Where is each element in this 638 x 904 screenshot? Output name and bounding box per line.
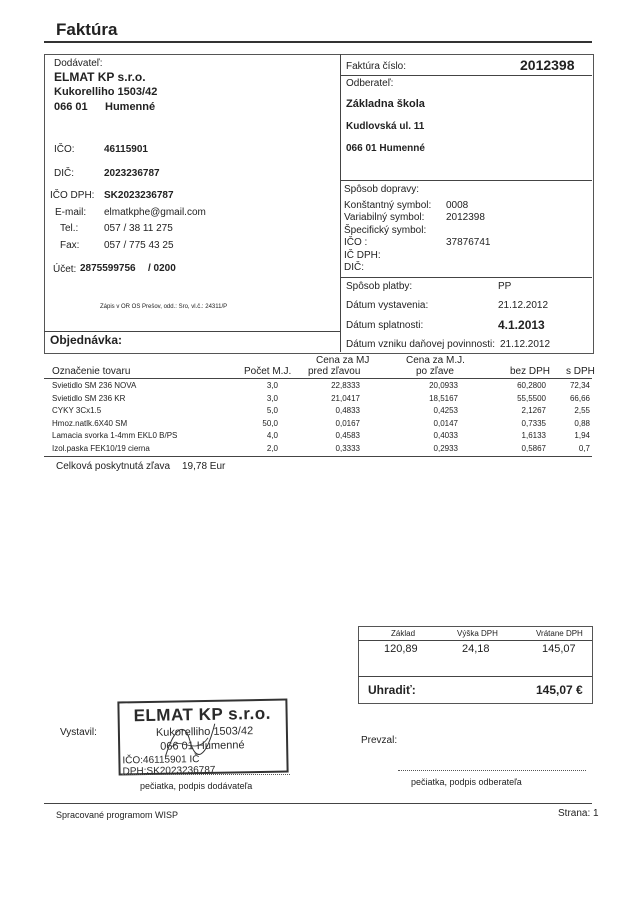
cell-price-before: 0,4833 [335, 406, 360, 415]
invoice-number: 2012398 [520, 57, 575, 73]
cell-gross: 0,88 [574, 418, 590, 428]
cell-price-after: 0,4253 [433, 406, 458, 415]
cell-gross: 0,7 [578, 443, 590, 453]
pay-value: 145,07 € [536, 683, 583, 697]
due-date-label: Dátum splatnosti: [346, 320, 424, 331]
col-header-price2-a: Cena za M.J. [406, 355, 465, 366]
transport-label: Spôsob dopravy: [344, 184, 420, 195]
cell-price-before: 22,8333 [331, 381, 360, 390]
title-rule [44, 41, 592, 43]
signature-scribble [160, 716, 221, 767]
cell-qty: 4,0 [266, 431, 278, 440]
customer-street: Kudlovská ul. 11 [346, 121, 425, 132]
supplier-ico-label: IČO: [54, 144, 75, 155]
cell-name: Hmoz.natlk.6X40 SM [52, 418, 128, 428]
total-label: Vrátane DPH [536, 629, 583, 638]
col-header-gross: s DPH [566, 366, 595, 377]
footer-program: Spracované programom WISP [56, 810, 179, 820]
stamp-street: Kukorelliho 1503/42 [155, 725, 254, 739]
supplier-account-label: Účet: [53, 264, 77, 275]
table-bottom-rule [44, 456, 592, 457]
stamp-name: ELMAT KP s.r.o. [133, 703, 271, 726]
supplier-label: Dodávateľ: [54, 58, 103, 69]
supplier-account: 2875599756 [80, 263, 136, 274]
cell-qty: 2,0 [266, 443, 278, 453]
supplier-signature-caption: pečiatka, podpis dodávateľa [140, 781, 253, 791]
cell-name: Svietidlo SM 236 KR [52, 393, 126, 403]
register-note: Zápis v OR OS Prešov, odd.: Sro, vl.č.: 24311/P [100, 304, 228, 310]
supplier-ico: 46115901 [104, 144, 148, 155]
var-symbol-label: Variabilný symbol: [344, 212, 425, 223]
base-value: 120,89 [384, 643, 418, 655]
supplier-tel-label: Tel.: [60, 223, 79, 234]
supplier-city: Humenné [105, 101, 156, 113]
cell-price-before: 21,0417 [331, 393, 360, 403]
customer-icdph-label: IČ DPH: [344, 250, 381, 261]
cell-gross: 66,66 [569, 393, 590, 403]
col-header-price1-a: Cena za MJ [316, 355, 370, 366]
cell-qty: 5,0 [266, 406, 278, 415]
col-header-net: bez DPH [510, 366, 551, 377]
due-date: 4.1.2013 [498, 318, 545, 332]
discount-label: Celková poskytnutá zľava [56, 461, 171, 472]
vat-label: Výška DPH [457, 629, 498, 638]
supplier-email: elmatkphe@gmail.com [104, 207, 206, 218]
customer-ico: 37876741 [446, 237, 491, 248]
customer-city: 066 01 Humenné [346, 143, 425, 154]
issued-date-label: Dátum vystavenia: [346, 300, 429, 311]
base-label: Základ [391, 629, 416, 638]
cell-price-after: 0,2933 [433, 443, 458, 453]
tax-date: 21.12.2012 [500, 339, 551, 350]
cell-net: 60,2800 [517, 381, 546, 390]
cell-net: 2,1267 [521, 406, 546, 415]
cell-price-before: 0,4583 [335, 431, 360, 440]
cell-price-after: 0,4033 [433, 431, 458, 440]
discount-value: 19,78 Eur [182, 461, 226, 472]
cell-price-after: 0,0147 [433, 418, 458, 428]
payment-method: PP [498, 281, 512, 292]
supplier-icdph: SK2023236787 [104, 190, 174, 201]
customer-signature-caption: pečiatka, podpis odberateľa [411, 777, 522, 787]
total-value: 145,07 [542, 643, 576, 655]
var-symbol: 2012398 [446, 212, 485, 223]
supplier-street: Kukorelliho 1503/42 [54, 86, 158, 98]
invoice-number-label: Faktúra číslo: [346, 61, 407, 72]
cell-gross: 2,55 [574, 406, 590, 415]
cell-gross: 72,34 [569, 381, 590, 390]
header-divider [340, 54, 341, 352]
supplier-fax-label: Fax: [60, 240, 80, 251]
col-header-price1-b: pred zľavou [308, 366, 361, 377]
supplier-zip: 066 01 [54, 101, 88, 113]
issued-date: 21.12.2012 [498, 300, 549, 311]
pay-label: Uhradiť: [368, 683, 416, 697]
table-header-rule [44, 378, 592, 379]
col-header-qty: Počet M.J. [244, 366, 292, 377]
cell-net: 0,5867 [521, 443, 546, 453]
page-title: Faktúra [56, 20, 118, 39]
cell-name: Lamacia svorka 1-4mm EKL0 B/PS [52, 431, 178, 440]
col-header-price2-b: po zľave [416, 366, 454, 377]
supplier-dic: 2023236787 [104, 168, 160, 179]
stamp-city: 066 01 Humenné [160, 739, 245, 753]
cell-qty: 50,0 [262, 418, 278, 428]
cell-net: 55,5500 [517, 393, 546, 403]
cell-qty: 3,0 [266, 393, 278, 403]
supplier-email-label: E-mail: [55, 207, 87, 218]
stamp-ids: IČO:46115901 IČ DPH:SK2023236787 [122, 754, 216, 778]
cell-price-after: 18,5167 [429, 393, 458, 403]
supplier-name: ELMAT KP s.r.o. [54, 70, 146, 84]
order-label: Objednávka: [50, 333, 123, 347]
cell-name: Izol.paska FEK10/19 cierna [52, 443, 150, 453]
customer-ico-label: IČO : [344, 237, 368, 248]
received-by-label: Prevzal: [361, 735, 398, 746]
tax-date-label: Dátum vzniku daňovej povinnosti: [346, 339, 495, 350]
cell-name: CYKY 3Cx1.5 [52, 406, 102, 415]
col-header-name: Označenie tovaru [52, 366, 131, 377]
cell-name: Svietidlo SM 236 NOVA [52, 381, 137, 390]
footer-rule [44, 803, 592, 804]
cell-net: 0,7335 [521, 418, 546, 428]
cell-price-before: 0,3333 [335, 443, 360, 453]
const-symbol: 0008 [446, 200, 469, 211]
customer-label: Odberateľ: [346, 78, 394, 89]
cell-qty: 3,0 [266, 381, 278, 390]
payment-label: Spôsob platby: [346, 281, 413, 292]
supplier-tel: 057 / 38 11 275 [104, 223, 173, 234]
supplier-bank-code: / 0200 [148, 263, 176, 274]
const-symbol-label: Konštantný symbol: [344, 200, 432, 211]
cell-price-after: 20,0933 [429, 381, 458, 390]
vat-value: 24,18 [462, 643, 490, 655]
customer-name: Základna škola [346, 98, 425, 110]
company-stamp [117, 699, 288, 776]
supplier-icdph-label: IČO DPH: [50, 190, 95, 201]
spec-symbol-label: Špecifický symbol: [344, 225, 427, 236]
supplier-fax: 057 / 775 43 25 [104, 240, 174, 251]
footer-page: Strana: 1 [558, 808, 599, 819]
supplier-dic-label: DIČ: [54, 168, 74, 179]
cell-price-before: 0,0167 [335, 418, 360, 428]
customer-dic-label: DIČ: [344, 262, 364, 273]
cell-gross: 1,94 [574, 431, 590, 440]
cell-net: 1,6133 [521, 431, 546, 440]
issued-by-label: Vystavil: [60, 727, 97, 738]
